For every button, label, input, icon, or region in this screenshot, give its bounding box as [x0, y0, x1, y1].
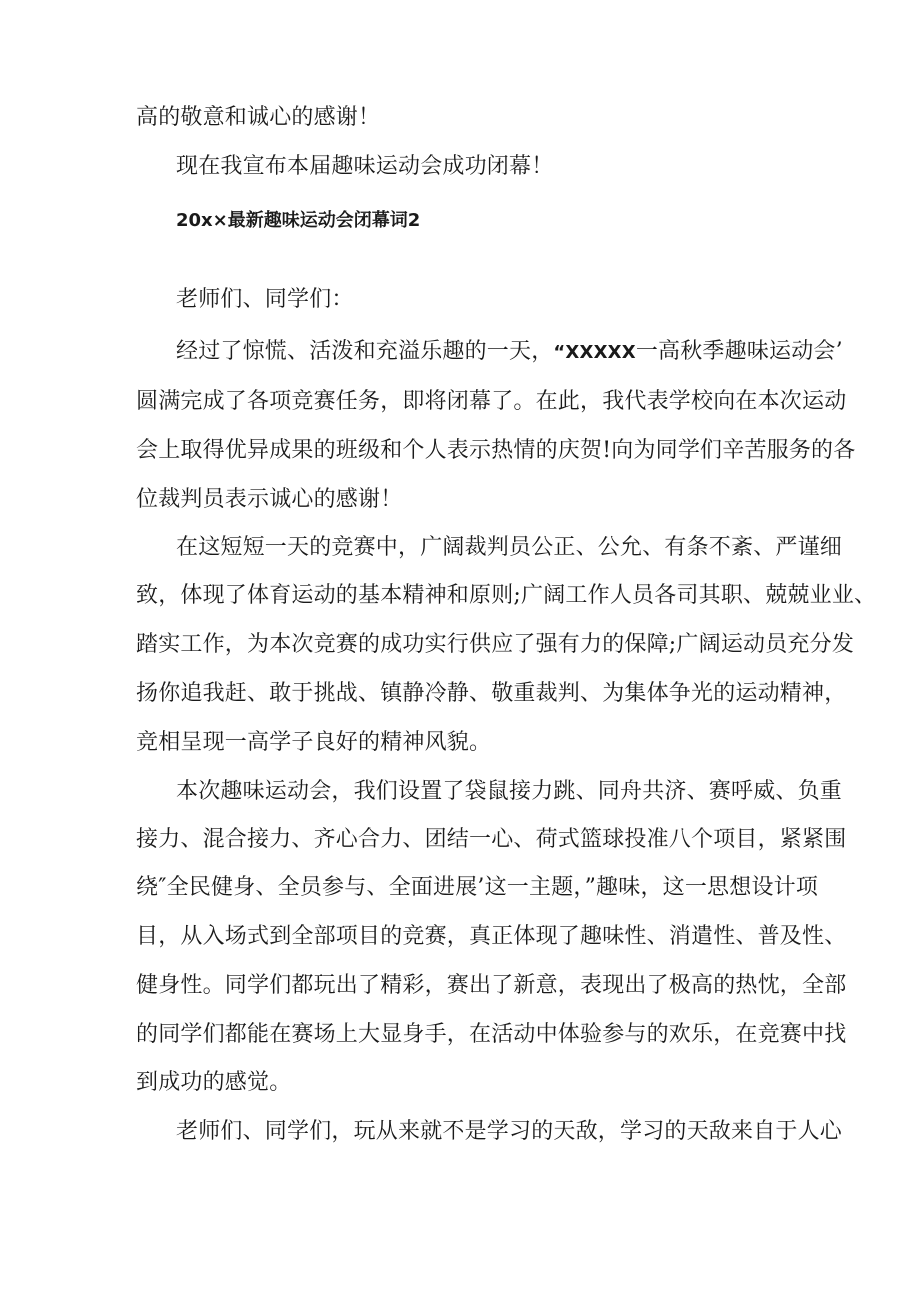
text-segment: 一高秋季趣味运动会’ [635, 339, 843, 364]
paragraph-line: 健身性。同学们都玩出了精彩，赛出了新意，表现出了极高的热忱，全部 [136, 973, 847, 998]
paragraph-line: 接力、混合接力、齐心合力、团结一心、荷式篮球投准八个项目，紧紧围 [136, 827, 847, 852]
paragraph-line [176, 341, 843, 363]
text-line: 高的敬意和诚心的感谢！ [136, 105, 381, 130]
paragraph-line: 会上取得优异成果的班级和个人表示热情的庆贺!向为同学们辛苦服务的各 [136, 438, 856, 463]
paragraph-line: 目，从入场式到全部项目的竞赛，真正体现了趣味性、消遣性、普及性、 [136, 924, 847, 949]
paragraph-line: 在这短短一天的竞赛中，广阔裁判员公正、公允、有条不紊、严谨细 [176, 535, 843, 560]
paragraph-line: 绕″全民健身、全员参与、全面进展’这一主题，”趣味，这一思想设计项 [136, 875, 819, 900]
paragraph-line: 圆满完成了各项竞赛任务，即将闭幕了。在此，我代表学校向在本次运动 [136, 389, 847, 414]
paragraph-line: 到成功的感觉。 [136, 1070, 292, 1095]
paragraph-line: 位裁判员表示诚心的感谢！ [136, 487, 403, 512]
section-heading: 20x×最新趣味运动会闭幕词2 [176, 210, 421, 231]
paragraph-line: 的同学们都能在赛场上大显身手，在活动中体验参与的欢乐，在竞赛中找 [136, 1022, 847, 1047]
text-segment: 经过了惊慌、活泼和充溢乐趣的一天， [176, 339, 554, 364]
paragraph-line: 老师们、同学们，玩从来就不是学习的天敌，学习的天敌来自于人心 [176, 1119, 843, 1144]
paragraph-line: 致，体现了体育运动的基本精神和原则;广阔工作人员各司其职、兢兢业业、 [136, 583, 877, 608]
greeting: 老师们、同学们： [176, 287, 354, 312]
paragraph-line: 扬你追我赶、敢于挑战、镇静冷静、敬重裁判、为集体争光的运动精神， [136, 681, 847, 706]
closing-declaration: 现在我宣布本届趣味运动会成功闭幕！ [176, 154, 554, 179]
paragraph-line: 踏实工作，为本次竞赛的成功实行供应了强有力的保障;广阔运动员充分发 [136, 632, 855, 657]
paragraph-line: 本次趣味运动会，我们设置了袋鼠接力跳、同舟共济、赛呼威、负重 [176, 779, 843, 804]
event-name-bold: “XXXXX [553, 342, 636, 363]
paragraph-line: 竞相呈现一高学子良好的精神风貌。 [136, 730, 492, 755]
